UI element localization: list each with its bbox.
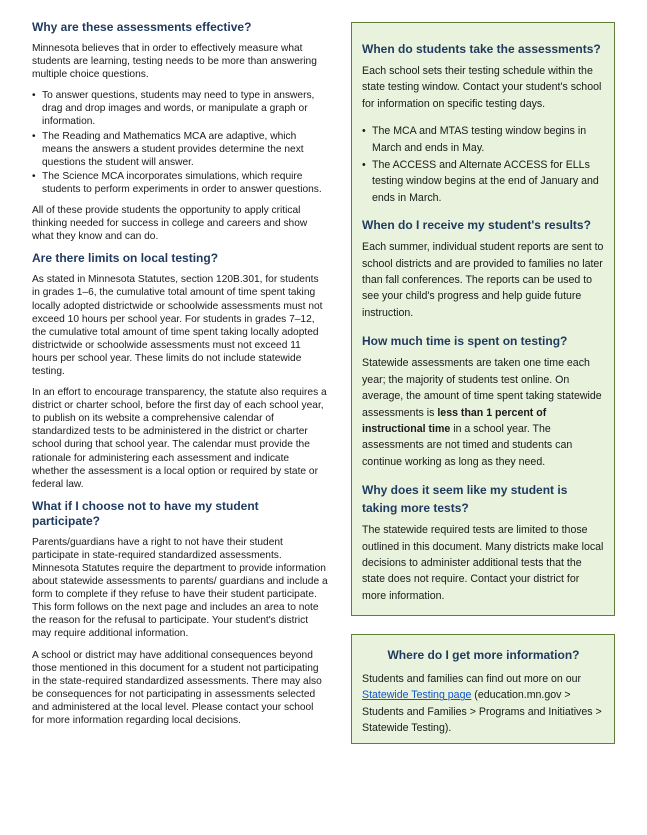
list-item: • The Reading and Mathematics MCA are adaptive, which means the answers a student provides determine the next questions the student will answer. [32, 130, 328, 169]
text-segment: Students and families can find out more on our [362, 673, 582, 685]
heading-more-tests: Why does it seem like my student is taking more tests? [362, 483, 568, 516]
paragraph-local-limits-1: As stated in Minnesota Statutes, section 120B.301, for students in grades 1–6, the cumulative total amount of time spent taking locally adopted districtwide or schoolwide assessments must not exceed 10 hours per school year. For students in grades 7–12, the cumulative total amount of time spent taking locally adopted districtwide or schoolwide assessments must not exceed 11 hours per school year. These limits do not include statewide testing. [32, 274, 323, 377]
list-item: • The Science MCA incorporates simulations, which require students to perform experiments in order to answer questions. [32, 170, 328, 196]
heading-more-info: Where do I get more information? [387, 648, 580, 662]
statewide-testing-link[interactable]: Statewide Testing page [362, 689, 472, 702]
list-testing-windows [362, 123, 605, 206]
text-segment: in a school year. The assessments are not timed and students can continue working as long as they need. [362, 422, 573, 468]
list-item: • The ACCESS and Alternate ACCESS for ELLs testing window begins at the end of January and ends in March. [362, 157, 605, 206]
left-column [32, 20, 328, 735]
paragraph-opt-out-1: Parents/guardians have a right to not have their student participate in state-required standardized assessments. Minnesota Statutes require the department to provide information about statewide assessments to parents/ guardians and include a form to complete if they refuse to have their student participate. This form follows on the next page and includes an area to note the reason for the refusal to participate. Your student's district may require additional information. [32, 536, 328, 640]
paragraph-time-spent [362, 355, 605, 470]
text-segment: Statewide assessments are taken one time each year; the majority of students test online. On average, the amount of time spent taking statewide assessments is [362, 357, 602, 419]
text-segment: (education.mn.gov > Students and Families > Programs and Initiatives > Statewide Testing). [362, 689, 602, 735]
paragraph-why-outro: All of these provide students the opportunity to apply critical thinking needed for success in college and careers and show what they know and can do. [32, 205, 308, 243]
heading-time-spent: How much time is spent on testing? [362, 334, 568, 349]
paragraph-why-intro: Minnesota believes that in order to effectively measure what students are learning, testing needs to be more than answering multiple choice questions. [32, 43, 317, 81]
faq-sidebar-box [351, 22, 615, 616]
list-item: • To answer questions, students may need to type in answers, drag and drop images and words, or manipulate a graph or information. [32, 89, 328, 128]
bold-time-fact: less than 1 percent of instructional time [362, 406, 547, 435]
paragraph-more-info [362, 671, 605, 737]
paragraph-local-limits-2: In an effort to encourage transparency, the statute also requires a district or charter school, before the first day of each school year, to publish on its website a comprehensive calendar of standardized tests to be administered in the district or charter school during that school year. The calendar must provide the rationale for administering each assessment and indicate whether the assessment is a local option or required by state or federal law. [32, 387, 327, 490]
more-info-box [351, 634, 615, 744]
paragraph-opt-out-2: A school or district may have additional consequences beyond those mentioned in this document for a student not participating in the state-required standardized assessments. There may also be consequences for not participating in assessments selected and administered at the local level. Please contact your school for more information regarding local decisions. [32, 649, 322, 727]
heading-results: When do I receive my student's results? [362, 218, 591, 233]
heading-opt-out: What if I choose not to have my student participate? [32, 498, 259, 528]
heading-when-take: When do students take the assessments? [362, 42, 601, 56]
paragraph-more-tests: The statewide required tests are limited to those outlined in this document. Many districts make local decisions to administer additional tests that the state does not require. Contact your district for more information. [362, 524, 604, 602]
heading-why-effective: Why are these assessments effective? [32, 20, 252, 34]
heading-local-limits: Are there limits on local testing? [32, 251, 219, 266]
paragraph-results: Each summer, individual student reports are sent to school districts and are provided to families no later than fall conferences. The reports can be used to see your child's progress and help guide future instruction. [362, 241, 604, 319]
list-effective-reasons [32, 89, 328, 196]
list-item: • The MCA and MTAS testing window begins in March and ends in May. [362, 123, 605, 156]
paragraph-when-take: Each school sets their testing schedule within the state testing window. Contact your student's school for information on specific testing days. [362, 65, 602, 110]
